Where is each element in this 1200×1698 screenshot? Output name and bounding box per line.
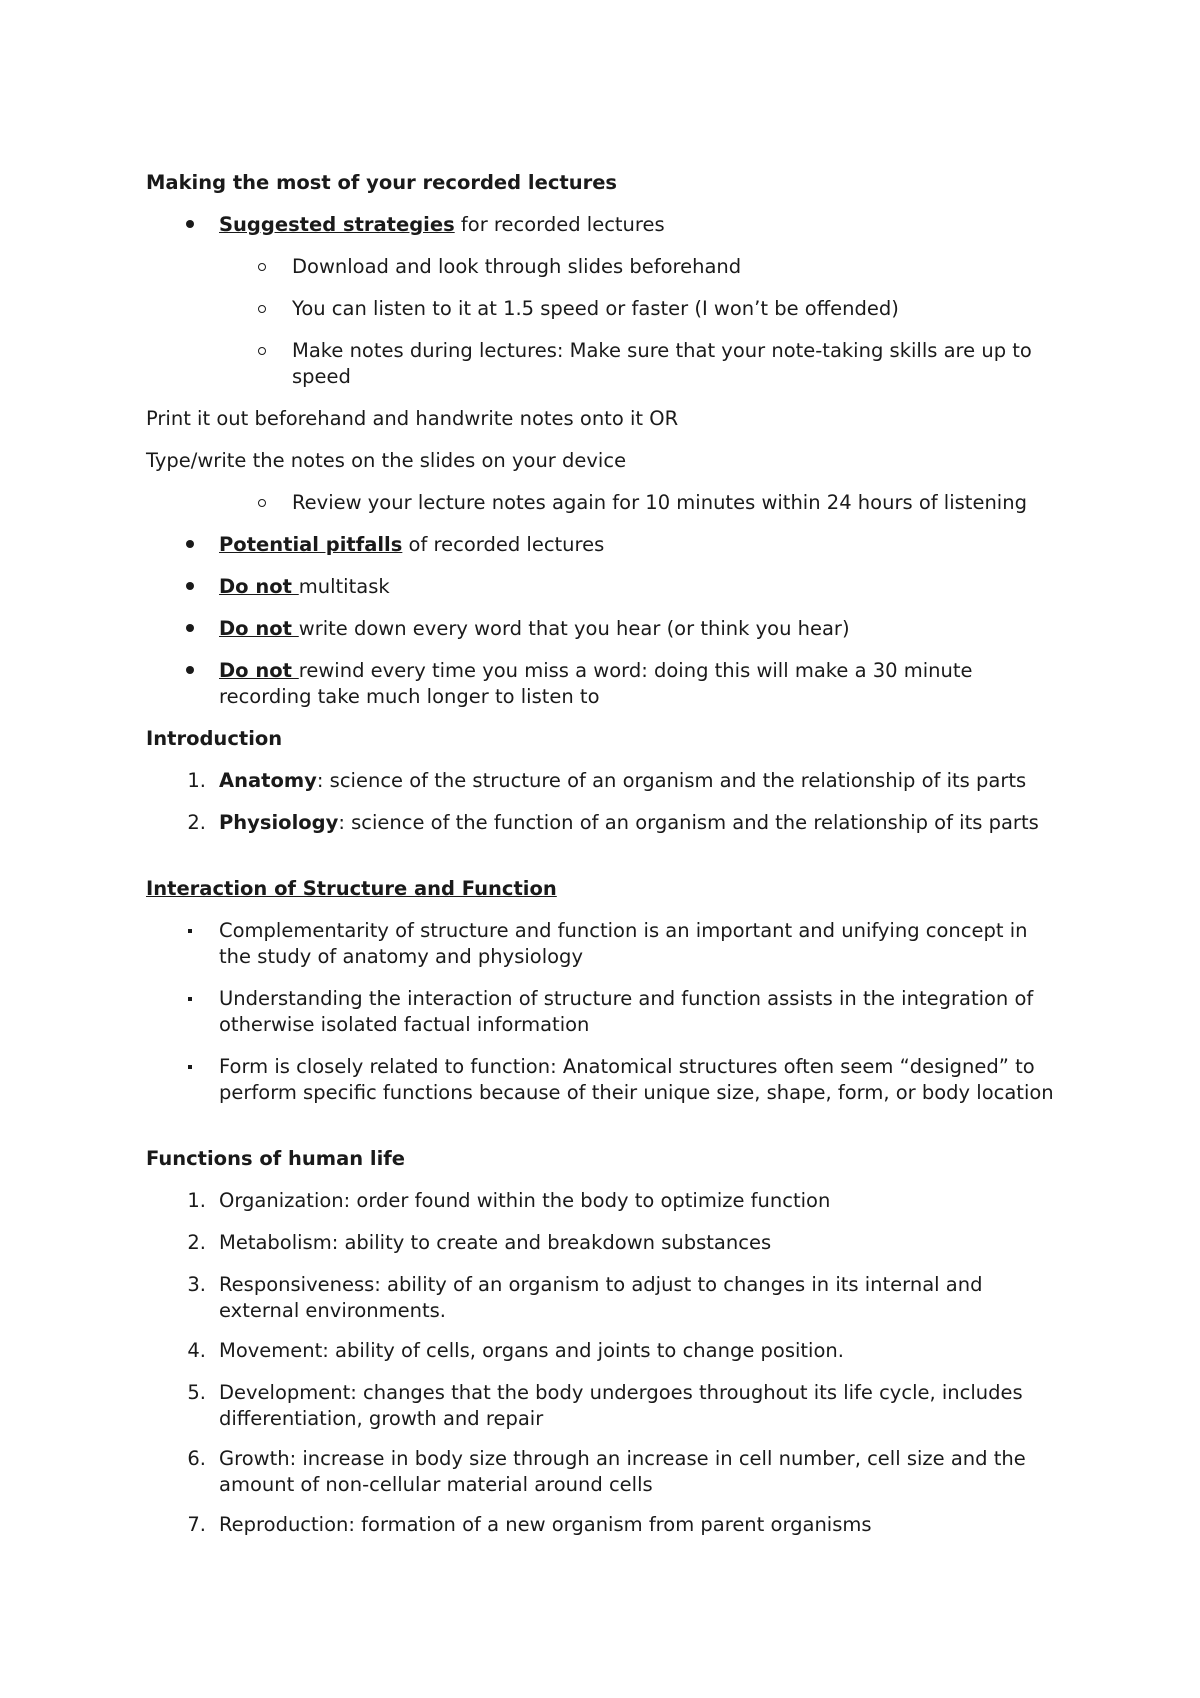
bullet-icon [186, 624, 194, 632]
square-bullet-icon [188, 929, 192, 933]
bullet-icon [186, 540, 194, 548]
item-text: Complementarity of structure and function is an important and unifying concept in the study of anatomy and physiology [219, 919, 1028, 968]
item-label: Do not [219, 659, 299, 682]
item-term: Anatomy [219, 769, 317, 792]
heading-functions: Functions of human life [146, 1147, 406, 1170]
item-text: Organization: order found within the body to optimize function [219, 1189, 831, 1212]
item-text: Make notes during lectures: Make sure that your note-taking skills are up to speed [292, 339, 1032, 388]
paragraph: Type/write the notes on the slides on your device [146, 449, 627, 472]
item-number: 7. [187, 1513, 206, 1536]
item-text: : science of the function of an organism and the relationship of its parts [338, 811, 1039, 834]
item-text: for recorded lectures [454, 213, 665, 236]
circle-bullet-icon [258, 263, 266, 271]
item-text: Understanding the interaction of structure and function assists in the integration of otherwise isolated factual information [219, 987, 1034, 1036]
item-text: Movement: ability of cells, organs and joints to change position. [219, 1339, 844, 1362]
heading-interaction: Interaction of Structure and Function [146, 877, 557, 900]
item-text: write down every word that you hear (or think you hear) [298, 617, 850, 640]
item-number: 2. [187, 811, 206, 834]
item-number: 6. [187, 1447, 206, 1470]
item-text: Download and look through slides beforehand [292, 255, 742, 278]
bullet-icon [186, 582, 194, 590]
bullet-icon [186, 220, 194, 228]
item-text: of recorded lectures [402, 533, 605, 556]
item-text: multitask [298, 575, 390, 598]
item-number: 2. [187, 1231, 206, 1254]
item-text: Review your lecture notes again for 10 minutes within 24 hours of listening [292, 491, 1027, 514]
square-bullet-icon [188, 997, 192, 1001]
item-number: 3. [187, 1273, 206, 1296]
item-label: Suggested strategies [219, 213, 455, 236]
item-text: Growth: increase in body size through an increase in cell number, cell size and the amount of non-cellular material around cells [219, 1447, 1026, 1496]
item-text: Development: changes that the body undergoes throughout its life cycle, includes differentiation, growth and repair [219, 1381, 1023, 1430]
circle-bullet-icon [258, 499, 266, 507]
heading-introduction: Introduction [146, 727, 283, 750]
item-label: Do not [219, 575, 299, 598]
item-text: Metabolism: ability to create and breakdown substances [219, 1231, 772, 1254]
item-label: Do not [219, 617, 299, 640]
item-text: You can listen to it at 1.5 speed or faster (I won’t be offended) [292, 297, 899, 320]
item-text: Reproduction: formation of a new organism from parent organisms [219, 1513, 872, 1536]
item-term: Physiology [219, 811, 339, 834]
item-text: : science of the structure of an organism and the relationship of its parts [316, 769, 1027, 792]
item-text: Responsiveness: ability of an organism to adjust to changes in its internal and external environments. [219, 1273, 983, 1322]
item-number: 5. [187, 1381, 206, 1404]
item-number: 1. [187, 769, 206, 792]
paragraph: Print it out beforehand and handwrite notes onto it OR [146, 407, 679, 430]
circle-bullet-icon [258, 305, 266, 313]
item-text: rewind every time you miss a word: doing this will make a 30 minute recording take much longer to listen to [219, 659, 973, 708]
item-number: 4. [187, 1339, 206, 1362]
item-label: Potential pitfalls [219, 533, 403, 556]
item-number: 1. [187, 1189, 206, 1212]
bullet-icon [186, 666, 194, 674]
square-bullet-icon [188, 1065, 192, 1069]
heading-recorded-lectures: Making the most of your recorded lectures [146, 171, 618, 194]
item-text: Form is closely related to function: Anatomical structures often seem “designed” to perform specific functions because of their unique size, shape, form, or body location [219, 1055, 1054, 1104]
circle-bullet-icon [258, 347, 266, 355]
